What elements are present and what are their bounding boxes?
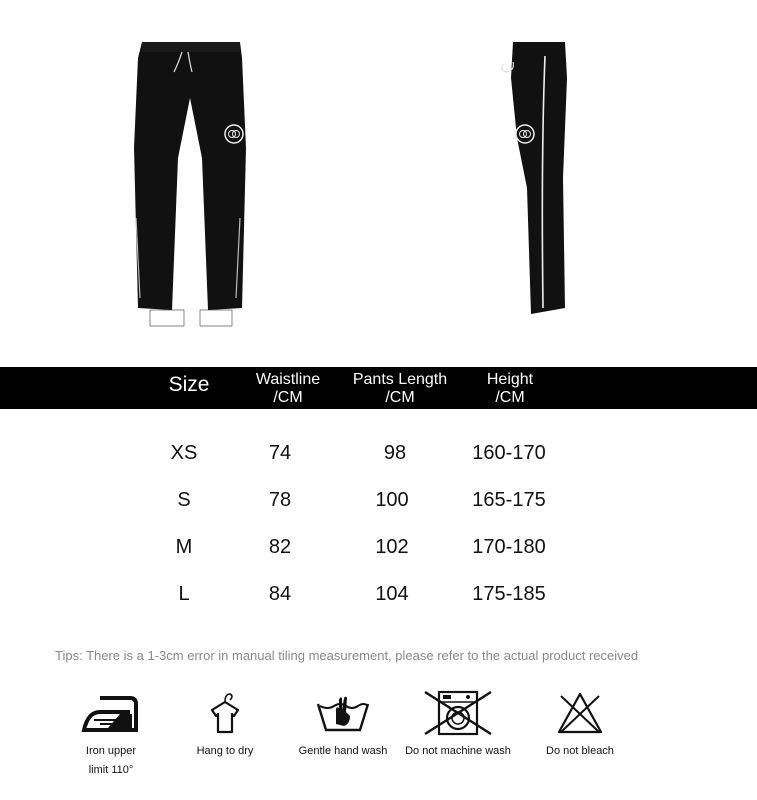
- care-label-line2: limit 110°: [88, 764, 134, 776]
- length-cell: 100: [375, 489, 409, 511]
- table-row: [0, 536, 757, 566]
- care-item-no-machine-wash: [398, 690, 518, 761]
- height-cell: 170-180: [472, 536, 546, 558]
- size-table-header: [0, 367, 757, 409]
- care-item-no-bleach: [535, 690, 625, 761]
- tips-text: Tips: There is a 1-3cm error in manual tiling measurement, please refer to the actual product received: [55, 648, 639, 663]
- size-cell: S: [177, 489, 191, 511]
- header-height-unit: /CM: [495, 389, 525, 406]
- header-pants-length-label: Pants Length: [352, 371, 448, 388]
- header-pants-length-unit: /CM: [385, 389, 415, 406]
- header-height: [470, 371, 550, 407]
- care-item-hang: [185, 690, 265, 761]
- length-cell: 98: [383, 442, 407, 464]
- care-label: Do not machine wash: [405, 745, 511, 757]
- header-waistline: [238, 371, 338, 407]
- waist-cell: 84: [268, 583, 292, 605]
- size-cell: XS: [170, 442, 198, 464]
- pants-side-image: [495, 38, 570, 330]
- iron-icon: [80, 690, 142, 736]
- hand-wash-icon: [314, 690, 372, 736]
- table-row: [0, 442, 757, 472]
- length-cell: 104: [375, 583, 409, 605]
- size-cell: L: [178, 583, 190, 605]
- height-cell: 160-170: [472, 442, 546, 464]
- care-label: Do not bleach: [546, 745, 614, 757]
- table-row: [0, 583, 757, 613]
- hanger-icon: [200, 690, 250, 736]
- waist-cell: 78: [268, 489, 292, 511]
- height-cell: 175-185: [472, 583, 546, 605]
- header-pants-length: [340, 371, 460, 407]
- size-cell: M: [175, 536, 193, 558]
- care-item-iron: [70, 690, 152, 780]
- care-label-line1: Iron upper: [85, 745, 137, 757]
- waist-cell: 74: [268, 442, 292, 464]
- table-row: [0, 489, 757, 519]
- height-cell: 165-175: [472, 489, 546, 511]
- length-cell: 102: [375, 536, 409, 558]
- no-bleach-icon: [555, 690, 605, 736]
- header-size: Size: [168, 373, 210, 396]
- header-waistline-label: Waistline: [255, 371, 321, 388]
- no-machine-wash-icon: [423, 690, 493, 736]
- pants-front-image: [130, 38, 250, 330]
- waist-cell: 82: [268, 536, 292, 558]
- care-label: [70, 742, 152, 780]
- header-height-label: Height: [486, 371, 534, 388]
- care-label: Gentle hand wash: [298, 745, 388, 757]
- header-waistline-unit: /CM: [273, 389, 303, 406]
- care-item-hand-wash: [292, 690, 394, 761]
- care-label: Hang to dry: [196, 745, 254, 757]
